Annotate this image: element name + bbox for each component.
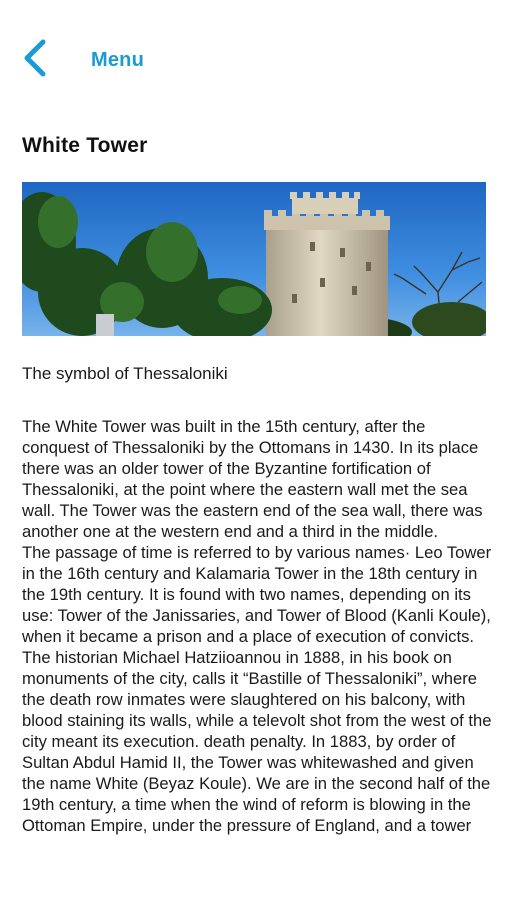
menu-link[interactable]: Menu bbox=[91, 49, 145, 71]
chevron-left-icon bbox=[18, 38, 58, 78]
back-button[interactable] bbox=[18, 38, 58, 78]
hero-image bbox=[22, 182, 486, 336]
article-paragraph: The White Tower was built in the 15th century, after the conquest of Thessaloniki by the Ottomans in 1430. In its place there was an older tower of the Byzantine fortification of Thessaloniki, at the point where the eastern wall met the sea wall. The Tower was the eastern end of the sea wall, there was another one at the western end and a third in the middle. bbox=[22, 417, 483, 541]
article-body bbox=[22, 416, 494, 836]
page-subtitle: The symbol of Thessaloniki bbox=[22, 364, 228, 383]
article-paragraph: The passage of time is referred to by various names· Leo Tower in the 16th century and Kalamaria Tower in the 18th century in the 19th century. It is found with two names, depending on its use: Tower of the Janissaries, and Tower of Blood (Kanli Koule), when it became a prison and a place of execution of convicts. The historian Michael Hatziioannou in 1888, in his book on monuments of the city, calls it “Bastille of Thessaloniki”, where the death row inmates were slaughtered on his balcony, with blood staining its walls, while a televolt shot from the west of the city meant its execution. death penalty. In 1883, by order of Sultan Abdul Hamid II, the Tower was whitewashed and given the name White (Beyaz Koule). We are in the second half of the 19th century, a time when the wind of reform is blowing in the Ottoman Empire, under the pressure of England, and a tower bbox=[22, 543, 492, 835]
top-nav-bar bbox=[0, 0, 507, 120]
page-title: White Tower bbox=[22, 134, 148, 157]
